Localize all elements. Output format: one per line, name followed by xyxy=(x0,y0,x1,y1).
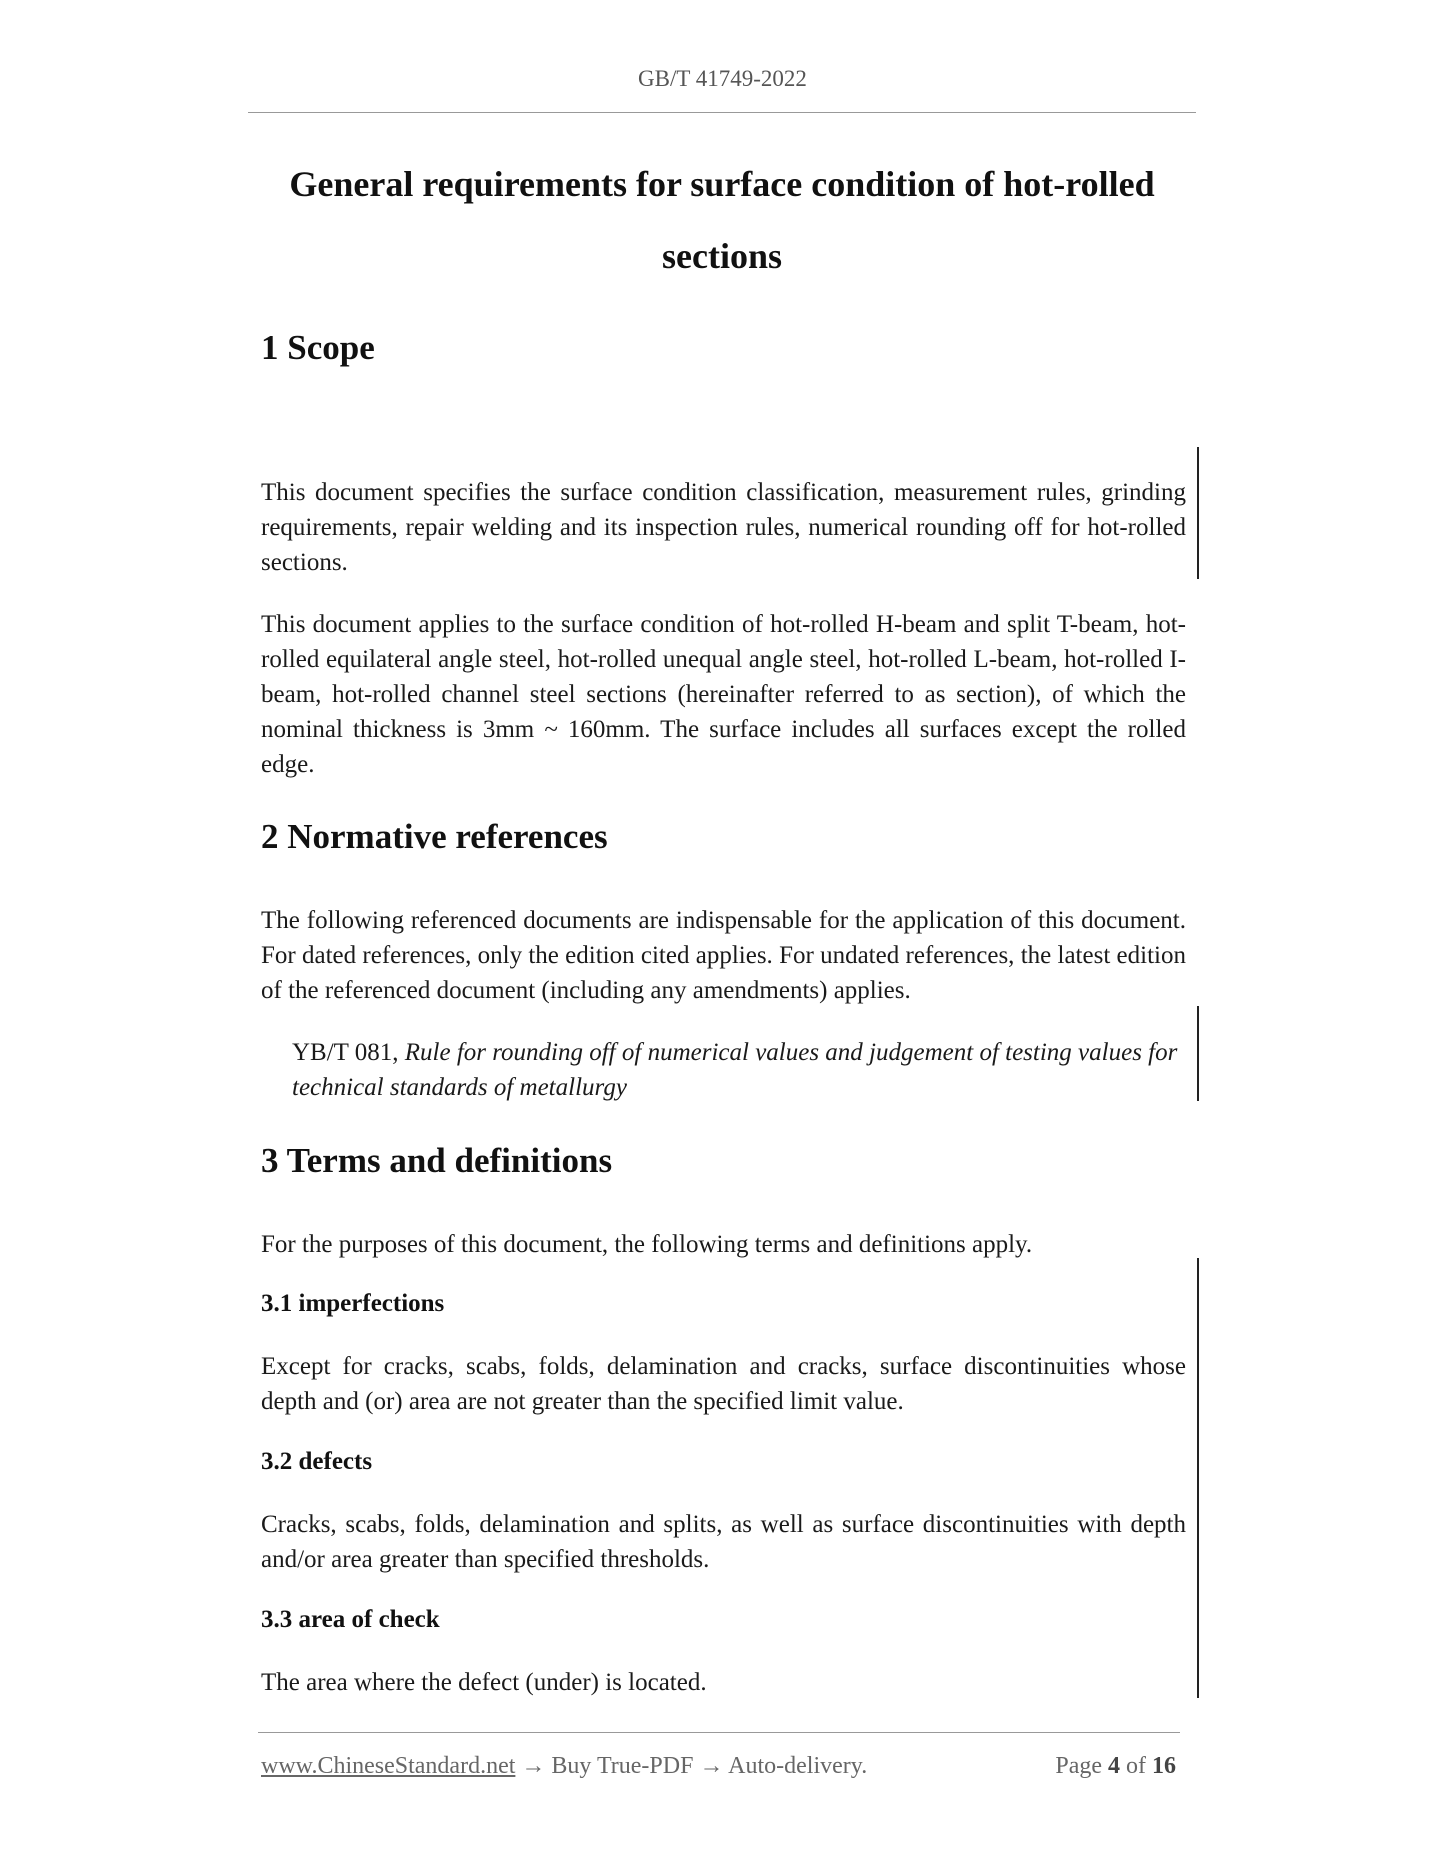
scope-paragraph-2: This document applies to the surface condition of hot-rolled H-beam and split T-beam, hot-rolled equilateral angle steel, hot-rolled unequal angle steel, hot-rolled L-beam, hot-rolled I-beam, hot-rolled channel steel sections (hereinafter referred to as section), of which the nominal thickness is 3mm ~ 160mm. The surface includes all surfaces except the rolled edge. xyxy=(261,611,1186,778)
website-link[interactable]: www.ChineseStandard.net xyxy=(261,1753,516,1779)
buy-pdf-text: Buy True-PDF xyxy=(551,1753,694,1779)
section-heading-normative-references: 2 Normative references xyxy=(261,817,608,856)
of-label: of xyxy=(1126,1753,1146,1779)
normative-paragraph: The following referenced documents are indispensable for the application of this document. For dated references, only the edition cited applies. For undated references, the latest edition of the referenced document (including any amendments) applies. xyxy=(261,907,1186,1004)
header-divider xyxy=(248,112,1196,113)
scope-paragraph-1: This document specifies the surface condition classification, measurement rules, grinding requirements, repair welding and its inspection rules, numerical rounding off for hot-rolled sections. xyxy=(261,479,1186,576)
page-indicator xyxy=(1055,1753,1176,1780)
term-definition-area-of-check: The area where the defect (under) is located. xyxy=(261,1669,707,1696)
term-definition-defects: Cracks, scabs, folds, delamination and splits, as well as surface discontinuities with depth and/or area greater than specified thresholds. xyxy=(261,1511,1186,1573)
header-document-code: GB/T 41749-2022 xyxy=(638,66,807,91)
normative-reference-entry xyxy=(292,1035,1186,1105)
change-bar xyxy=(1197,1258,1199,1698)
auto-delivery-text: Auto-delivery. xyxy=(728,1753,868,1779)
change-bar xyxy=(1197,1006,1199,1101)
term-heading-defects: 3.2 defects xyxy=(261,1448,373,1475)
reference-code: YB/T 081, xyxy=(292,1039,399,1066)
terms-intro: For the purposes of this document, the following terms and definitions apply. xyxy=(261,1231,1033,1258)
page-label: Page xyxy=(1055,1753,1102,1779)
reference-title: Rule for rounding off of numerical values and judgement of testing values for technical standards of metallurgy xyxy=(292,1039,1178,1101)
arrow-right-icon: → xyxy=(521,1753,546,1779)
term-heading-area-of-check: 3.3 area of check xyxy=(261,1606,440,1633)
section-heading-scope: 1 Scope xyxy=(261,328,375,367)
arrow-right-icon: → xyxy=(699,1753,724,1779)
change-bar xyxy=(1197,447,1199,579)
footer-divider xyxy=(258,1732,1180,1733)
term-heading-imperfections: 3.1 imperfections xyxy=(261,1290,445,1317)
term-definition-imperfections: Except for cracks, scabs, folds, delamination and cracks, surface discontinuities whose depth and (or) area are not greater than the specified limit value. xyxy=(261,1353,1186,1415)
current-page-number: 4 xyxy=(1108,1753,1120,1779)
total-pages: 16 xyxy=(1152,1753,1176,1779)
document-title: General requirements for surface condition of hot-rolled sections xyxy=(289,164,1155,276)
page-footer xyxy=(261,1753,1181,1780)
section-heading-terms: 3 Terms and definitions xyxy=(261,1141,613,1180)
